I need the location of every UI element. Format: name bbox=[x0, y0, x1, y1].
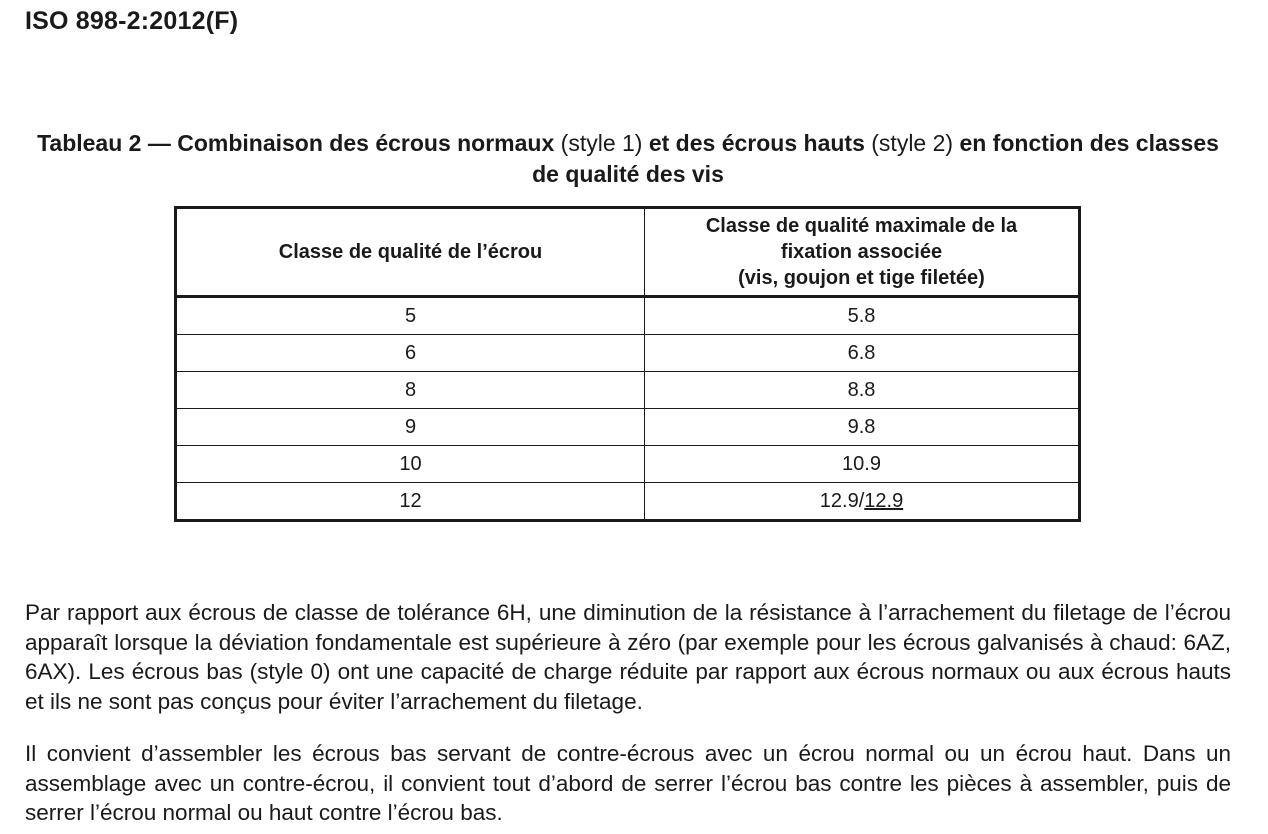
nut-bolt-class-table bbox=[174, 206, 1081, 522]
nut-class-cell: 8 bbox=[176, 372, 645, 409]
nut-class-cell: 10 bbox=[176, 446, 645, 483]
col-header-bolt-line-1: Classe de qualité maximale de la bbox=[705, 215, 1018, 237]
table-row bbox=[176, 446, 1080, 483]
caption-part-1: Tableau 2 — Combinaison des écrous normaux bbox=[37, 130, 555, 156]
nut-class-cell: 6 bbox=[176, 335, 645, 372]
nut-class-cell: 12 bbox=[176, 483, 645, 521]
table-header-row bbox=[176, 208, 1080, 297]
caption-part-5: en fonction des classes de qualité des vis bbox=[532, 130, 1219, 187]
table-row bbox=[176, 372, 1080, 409]
nut-class-cell: 9 bbox=[176, 409, 645, 446]
col-header-bolt-class bbox=[645, 208, 1080, 297]
bolt-class-cell: 6.8 bbox=[645, 335, 1080, 372]
body-paragraph-2: Il convient d’assembler les écrous bas servant de contre-écrous avec un écrou normal ou un écrou haut. Dans un assemblage avec un contre-écrou, il convient tout d’abord de serrer l’écrou bas contre les pièces à assembler, puis de serrer l’écrou normal ou haut contre l’écrou bas. bbox=[25, 741, 1231, 825]
bolt-class-value: 12.9/ bbox=[819, 489, 865, 512]
col-header-bolt-line-2: fixation associée bbox=[780, 241, 943, 263]
body-paragraph-1: Par rapport aux écrous de classe de tolérance 6H, une diminution de la résistance à l’arrachement du filetage de l’écrou apparaît lorsque la déviation fondamentale est supérieure à zéro (par exemple pour les écrous galvanisés à chaud: 6AZ, 6AX). Les écrous bas (style 0) ont une capacité de charge réduite par rapport aux écrous normaux ou aux écrous hauts et ils ne sont pas conçus pour éviter l’arrachement du filetage. bbox=[25, 600, 1231, 714]
table-row bbox=[176, 335, 1080, 372]
nut-class-cell: 5 bbox=[176, 297, 645, 335]
table-row bbox=[176, 297, 1080, 335]
bolt-class-cell bbox=[645, 483, 1080, 521]
bolt-class-cell: 10.9 bbox=[645, 446, 1080, 483]
document-code: ISO 898-2:2012(F) bbox=[25, 7, 239, 35]
bolt-class-cell: 9.8 bbox=[645, 409, 1080, 446]
caption-part-3: et des écrous hauts bbox=[648, 130, 865, 156]
table-row bbox=[176, 409, 1080, 446]
caption-part-2: (style 1) bbox=[554, 130, 649, 156]
table-row bbox=[176, 483, 1080, 521]
table-caption bbox=[25, 128, 1231, 190]
caption-part-4: (style 2) bbox=[864, 130, 960, 156]
bolt-class-value-underlined: 12.9 bbox=[864, 489, 904, 512]
col-header-bolt-line-3: (vis, goujon et tige filetée) bbox=[738, 267, 985, 289]
bolt-class-cell: 5.8 bbox=[847, 304, 876, 327]
bolt-class-cell: 8.8 bbox=[645, 372, 1080, 409]
col-header-nut-class: Classe de qualité de l’écrou bbox=[176, 208, 645, 297]
